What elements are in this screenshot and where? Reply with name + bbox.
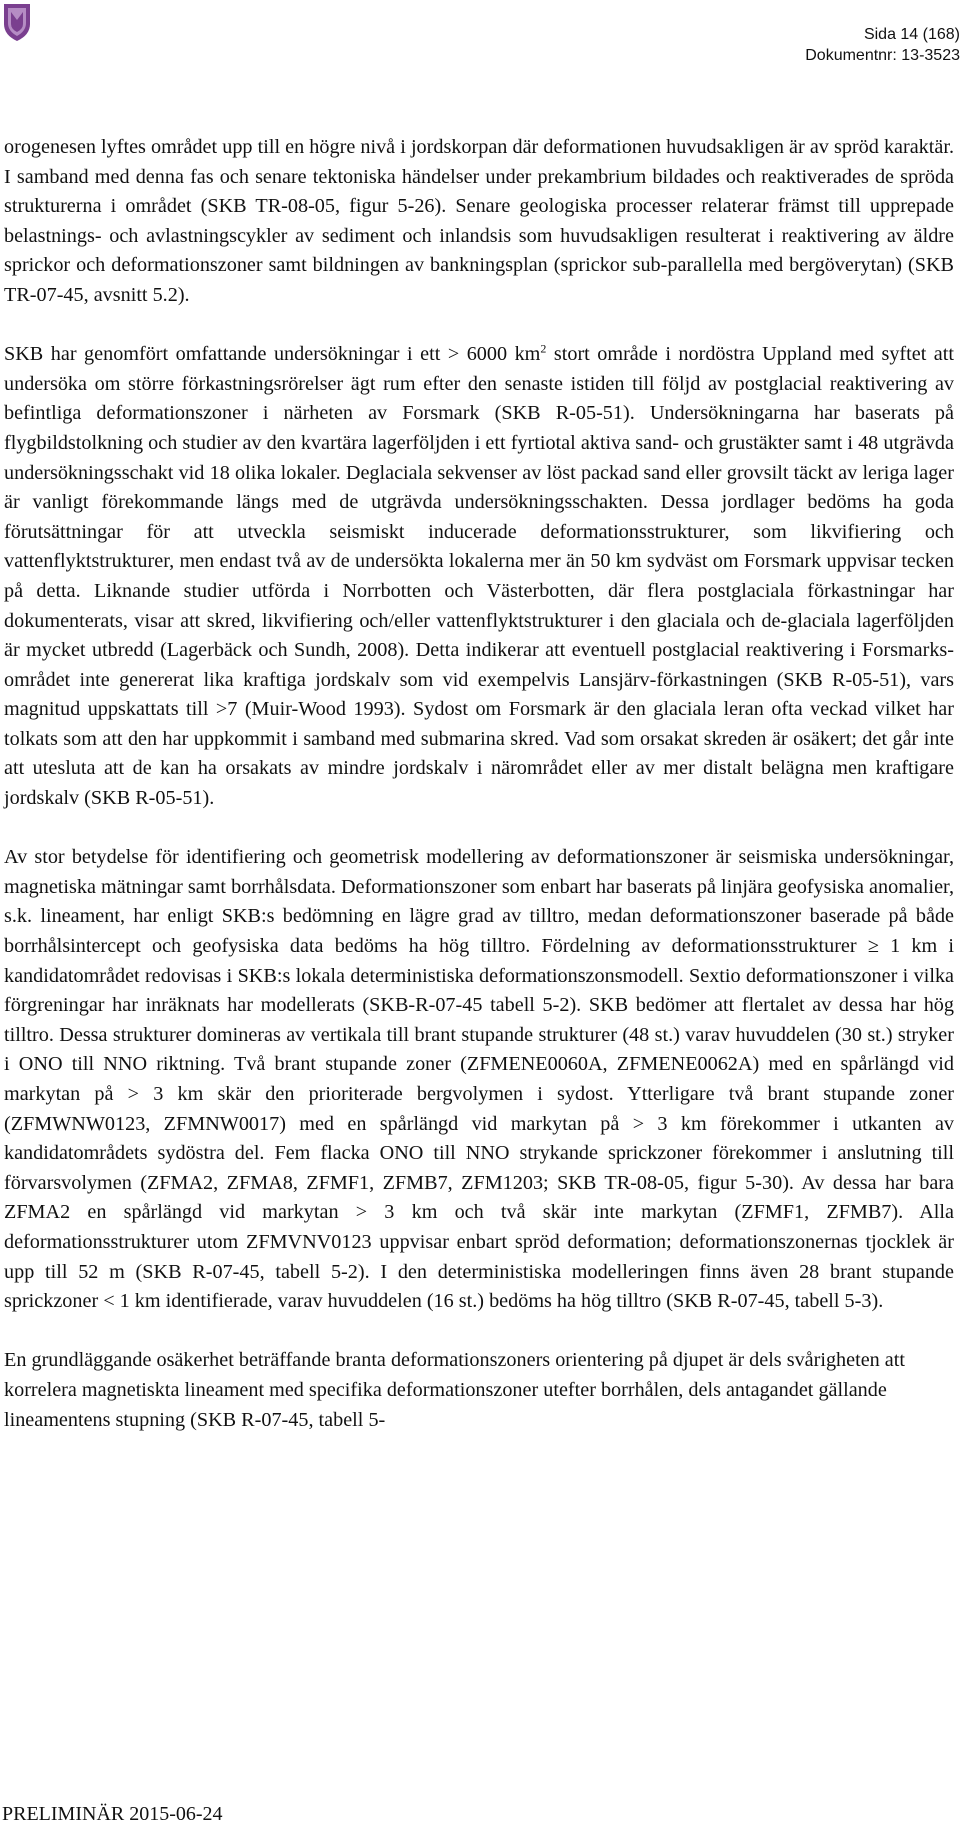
page-header xyxy=(805,24,960,66)
preliminary-watermark: PRELIMINÄR 2015-06-24 xyxy=(2,1803,223,1825)
page-number: Sida 14 (168) xyxy=(863,26,960,43)
paragraph-2-rest: stort område i nordöstra Uppland med syftet att undersöka om större förkastningsrörelser ägt rum efter den senaste istiden till följd av postglacial reaktivering av befintliga deformationszoner i närheten av Forsmark (SKB R-05-51). Undersökningarna har baserats på flygbildstolkning och studier av den kvartära lagerföljden i ett fyrtiotal aktiva sand- och grustäkter samt i 48 utgrävda undersökningsschakt vid 18 olika lokaler. Deglaciala sekvenser av löst packad sand eller grovsilt täckt av leriga lager är vanligt förekommande längs med de utgrävda undersökningsschakten. Dessa jordlager bedöms ha goda förutsättningar för att utveckla seismiskt inducerade deformationsstrukturer, som likvifiering och vattenflyktstrukturer, men endast två av de undersökta lokalerna mer än 50 km sydväst om Forsmark uppvisar tecken på detta. Liknande studier utförda i Norrbotten och Västerbotten, där flera postglaciala förkastningar har dokumenterats, visar att skred, likvifiering och/eller vattenflyktstrukturer i den glaciala och de-glaciala lagerföljden är mycket utbredd (Lagerbäck och Sundh, 2008). Detta indikerar att eventuell postglacial reaktivering i Forsmarks-området inte genererat lika kraftiga jordskalv som vid exempelvis Lansjärv-förkastningen (SKB R-05-51), vars magnitud uppskattats till >7 (Muir-Wood 1993). Sydost om Forsmark är den glaciala leran ofta veckad vilket har tolkats som att den har uppkommit i samband med submarina skred. Vad som orsakat skreden är osäkert; det går inte att utesluta att de kan ha orsakats av mindre jordskalv i närområdet eller av mer distalt belägna men kraftigare jordskalv (SKB R-05-51). xyxy=(4,343,954,810)
superscript-2: 2 xyxy=(540,341,547,356)
paragraph-2-start: SKB har genomfört omfattande undersökningar i ett > 6000 km xyxy=(4,343,541,366)
document-body xyxy=(4,133,954,1435)
shield-logo-icon xyxy=(2,2,32,42)
paragraph-3: Av stor betydelse för identifiering och geometrisk modellering av deformationszoner är seismiska undersökningar, magnetiska mätningar samt borrhålsdata. Deformationszoner som enbart har baserats på linjära geofysiska anomalier, s.k. lineament, har enligt SKB:s bedömning en lägre grad av tilltro, medan deformationszoner baserade på både borrhålsintercept och geofysiska data bedöms ha hög tilltro. Fördelning av deformationsstrukturer ≥ 1 km i kandidatområdet redovisas i SKB:s lokala deterministiska deformationszonsmodell. Sextio deformationszoner i vilka förgreningar har inräknats har modellerats (SKB-R-07-45 tabell 5-2). SKB bedömer att flertalet av dessa har hög tilltro. Dessa strukturer domineras av vertikala till brant stupande strukturer (48 st.) varav huvuddelen (30 st.) stryker i ONO till NNO riktning. Två brant stupande zoner (ZFMENE0060A, ZFMENE0062A) med en spårlängd vid markytan på > 3 km skär den prioriterade bergvolymen i sydost. Ytterligare två brant stupande zoner (ZFMWNW0123, ZFMNW0017) med en spårlängd vid markytan på > 3 km förekommer i utkanten av kandidatområdets sydöstra del. Fem flacka ONO till NNO strykande sprickzoner förekommer i anslutning till förvarsvolymen (ZFMA2, ZFMA8, ZFMF1, ZFMB7, ZFM1203; SKB TR-08-05, figur 5-30). Av dessa har bara ZFMA2 en spårlängd vid markytan > 3 km och två skär inte markytan (ZFMF1, ZFMB7). Alla deformationsstrukturer utom ZFMVNV0123 uppvisar enbart spröd deformation; deformationszonernas tjocklek är upp till 52 m (SKB R-07-45, tabell 5-2). I den deterministiska modelleringen finns även 28 brant stupande sprickzoner < 1 km identifierade, varav huvuddelen (16 st.) bedöms ha hög tilltro (SKB R-07-45, tabell 5-3). xyxy=(4,846,954,1313)
paragraph-2 xyxy=(4,340,954,814)
paragraph-1: orogenesen lyftes området upp till en högre nivå i jordskorpan där deformationen huvudsakligen är av spröd karaktär. I samband med denna fas och senare tektoniska händelser under prekambrium bildades och reaktiverades de spröda strukturerna i området (SKB TR-08-05, figur 5-26). Senare geologiska processer relaterar främst till upprepade belastnings- och avlastningscykler av sediment och inlandsis som huvudsakligen resulterat i reaktivering av äldre sprickor och deformationszoner samt bildningen av bankningsplan (sprickor sub-parallella med bergöverytan) (SKB TR-07-45, avsnitt 5.2). xyxy=(4,136,954,306)
document-number: Dokumentnr: 13-3523 xyxy=(805,47,960,64)
paragraph-4: En grundläggande osäkerhet beträffande branta deformationszoners orientering på djupet är dels svårigheten att korrelera magnetiskta lineament med specifika deformationszoner utefter borrhålen, dels antagandet gällande lineamentens stupning (SKB R-07-45, tabell 5- xyxy=(4,1349,905,1431)
